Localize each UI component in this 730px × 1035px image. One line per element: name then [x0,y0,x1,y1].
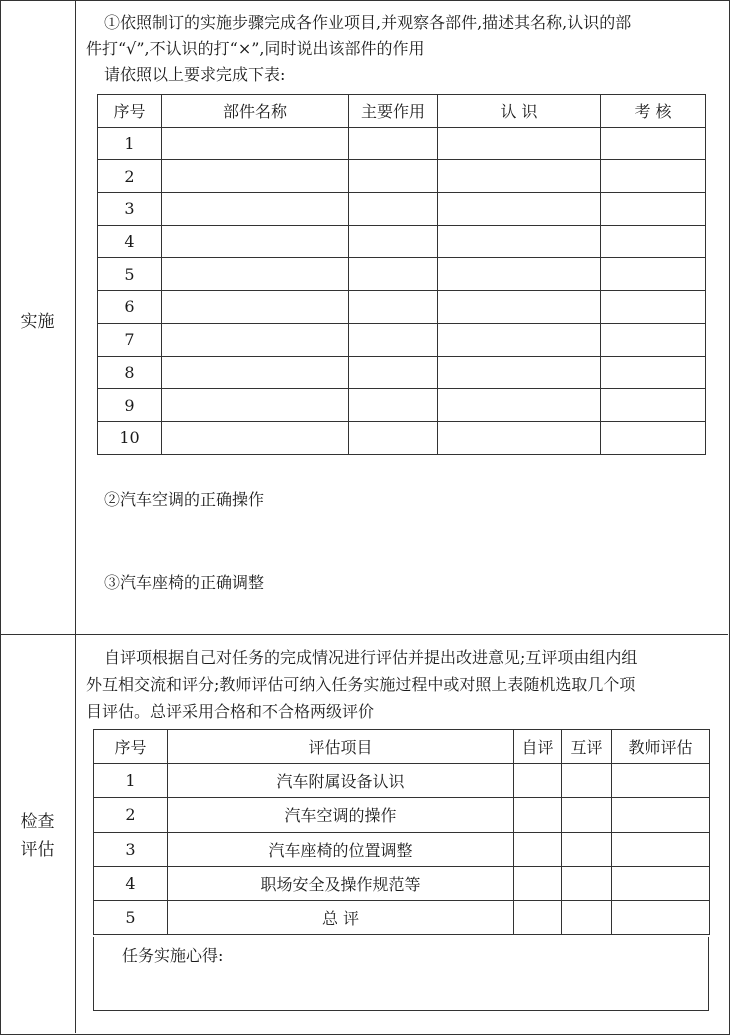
eval-intro-line-1: 自评项根据自己对任务的完成情况进行评估并提出改进意见;互评项由组内组 [104,648,638,667]
blank-cell[interactable] [438,258,601,291]
score-cell[interactable] [612,832,710,866]
row-number: 10 [98,421,162,454]
blank-cell[interactable] [349,323,438,356]
row-number: 3 [98,193,162,226]
blank-cell[interactable] [162,127,349,160]
blank-cell[interactable] [438,323,601,356]
blank-cell[interactable] [438,193,601,226]
table-row [98,291,706,324]
section-label-evaluate: 评估 [20,840,55,860]
instruction-line-3: 请依照以上要求完成下表: [104,65,286,84]
blank-cell[interactable] [349,160,438,193]
blank-cell[interactable] [601,421,706,454]
instruction-line-1: ①依照制订的实施步骤完成各作业项目,并观察各部件,描述其名称,认识的部 [104,13,632,32]
row-number: 4 [98,225,162,258]
header-row [98,95,706,128]
blank-cell[interactable] [162,225,349,258]
reflection-box[interactable] [93,937,709,1011]
blank-cell[interactable] [349,356,438,389]
table-row [94,832,710,866]
column-header: 互评 [562,730,612,764]
score-cell[interactable] [562,832,612,866]
row-number: 5 [98,258,162,291]
row-number: 3 [94,832,168,866]
blank-cell[interactable] [438,160,601,193]
score-cell[interactable] [562,900,612,934]
column-header: 序号 [98,95,162,128]
table-row [98,160,706,193]
eval-intro-line-2: 外互相交流和评分;教师评估可纳入任务实施过程中或对照上表随机选取几个项 [86,675,636,694]
reflection-label: 任务实施心得: [122,946,224,965]
item-ac-operation: ②汽车空调的正确操作 [104,490,265,509]
blank-cell[interactable] [438,291,601,324]
blank-cell[interactable] [162,389,349,422]
blank-cell[interactable] [601,356,706,389]
header-row [94,730,710,764]
row-number: 6 [98,291,162,324]
score-cell[interactable] [514,764,562,798]
blank-cell[interactable] [162,356,349,389]
score-cell[interactable] [514,798,562,832]
row-number: 1 [98,127,162,160]
blank-cell[interactable] [438,127,601,160]
instruction-line-2: 件打“√”,不认识的打“×”,同时说出该部件的作用 [86,39,425,58]
blank-cell[interactable] [349,421,438,454]
column-header: 部件名称 [162,95,349,128]
row-number: 4 [94,866,168,900]
table-row [98,193,706,226]
section-label-implementation: 实施 [20,312,55,332]
table-row [98,127,706,160]
column-header: 主要作用 [349,95,438,128]
evaluation-table [93,729,710,935]
evaluation-table-header [94,730,710,764]
score-cell[interactable] [612,900,710,934]
score-cell[interactable] [514,832,562,866]
table-row [98,356,706,389]
blank-cell[interactable] [162,323,349,356]
blank-cell[interactable] [601,323,706,356]
blank-cell[interactable] [162,421,349,454]
blank-cell[interactable] [349,193,438,226]
table-row [94,764,710,798]
evaluation-item: 汽车附属设备认识 [168,764,514,798]
table-row [98,389,706,422]
evaluation-item: 汽车座椅的位置调整 [168,832,514,866]
blank-cell[interactable] [349,389,438,422]
score-cell[interactable] [514,900,562,934]
row-number: 1 [94,764,168,798]
blank-cell[interactable] [349,127,438,160]
score-cell[interactable] [562,798,612,832]
blank-cell[interactable] [162,160,349,193]
section-divider [0,634,728,635]
evaluation-item: 总 评 [168,900,514,934]
column-header: 评估项目 [168,730,514,764]
table-row [98,258,706,291]
component-table-header [98,95,706,128]
blank-cell[interactable] [438,389,601,422]
blank-cell[interactable] [601,193,706,226]
blank-cell[interactable] [601,291,706,324]
component-table [97,94,706,455]
column-divider [75,0,76,1033]
blank-cell[interactable] [349,258,438,291]
blank-cell[interactable] [349,291,438,324]
blank-cell[interactable] [162,193,349,226]
component-table-body [98,127,706,454]
row-number: 2 [94,798,168,832]
column-header: 认 识 [438,95,601,128]
blank-cell[interactable] [162,291,349,324]
table-row [94,866,710,900]
table-row [98,225,706,258]
score-cell[interactable] [514,866,562,900]
blank-cell[interactable] [601,127,706,160]
row-number: 8 [98,356,162,389]
table-row [94,798,710,832]
blank-cell[interactable] [601,225,706,258]
blank-cell[interactable] [162,258,349,291]
table-row [98,323,706,356]
blank-cell[interactable] [438,356,601,389]
blank-cell[interactable] [349,225,438,258]
column-header: 序号 [94,730,168,764]
column-header: 教师评估 [612,730,710,764]
row-number: 9 [98,389,162,422]
blank-cell[interactable] [601,258,706,291]
score-cell[interactable] [612,798,710,832]
column-header: 自评 [514,730,562,764]
table-row [94,900,710,934]
score-cell[interactable] [562,866,612,900]
score-cell[interactable] [562,764,612,798]
score-cell[interactable] [612,866,710,900]
blank-cell[interactable] [601,389,706,422]
table-row [98,421,706,454]
blank-cell[interactable] [601,160,706,193]
item-seat-adjustment: ③汽车座椅的正确调整 [104,573,265,592]
evaluation-item: 职场安全及操作规范等 [168,866,514,900]
section-label-check: 检查 [20,812,55,832]
row-number: 5 [94,900,168,934]
evaluation-item: 汽车空调的操作 [168,798,514,832]
blank-cell[interactable] [438,421,601,454]
evaluation-table-body [94,764,710,935]
score-cell[interactable] [612,764,710,798]
column-header: 考 核 [601,95,706,128]
blank-cell[interactable] [438,225,601,258]
eval-intro-line-3: 目评估。总评采用合格和不合格两级评价 [86,702,375,721]
row-number: 2 [98,160,162,193]
row-number: 7 [98,323,162,356]
